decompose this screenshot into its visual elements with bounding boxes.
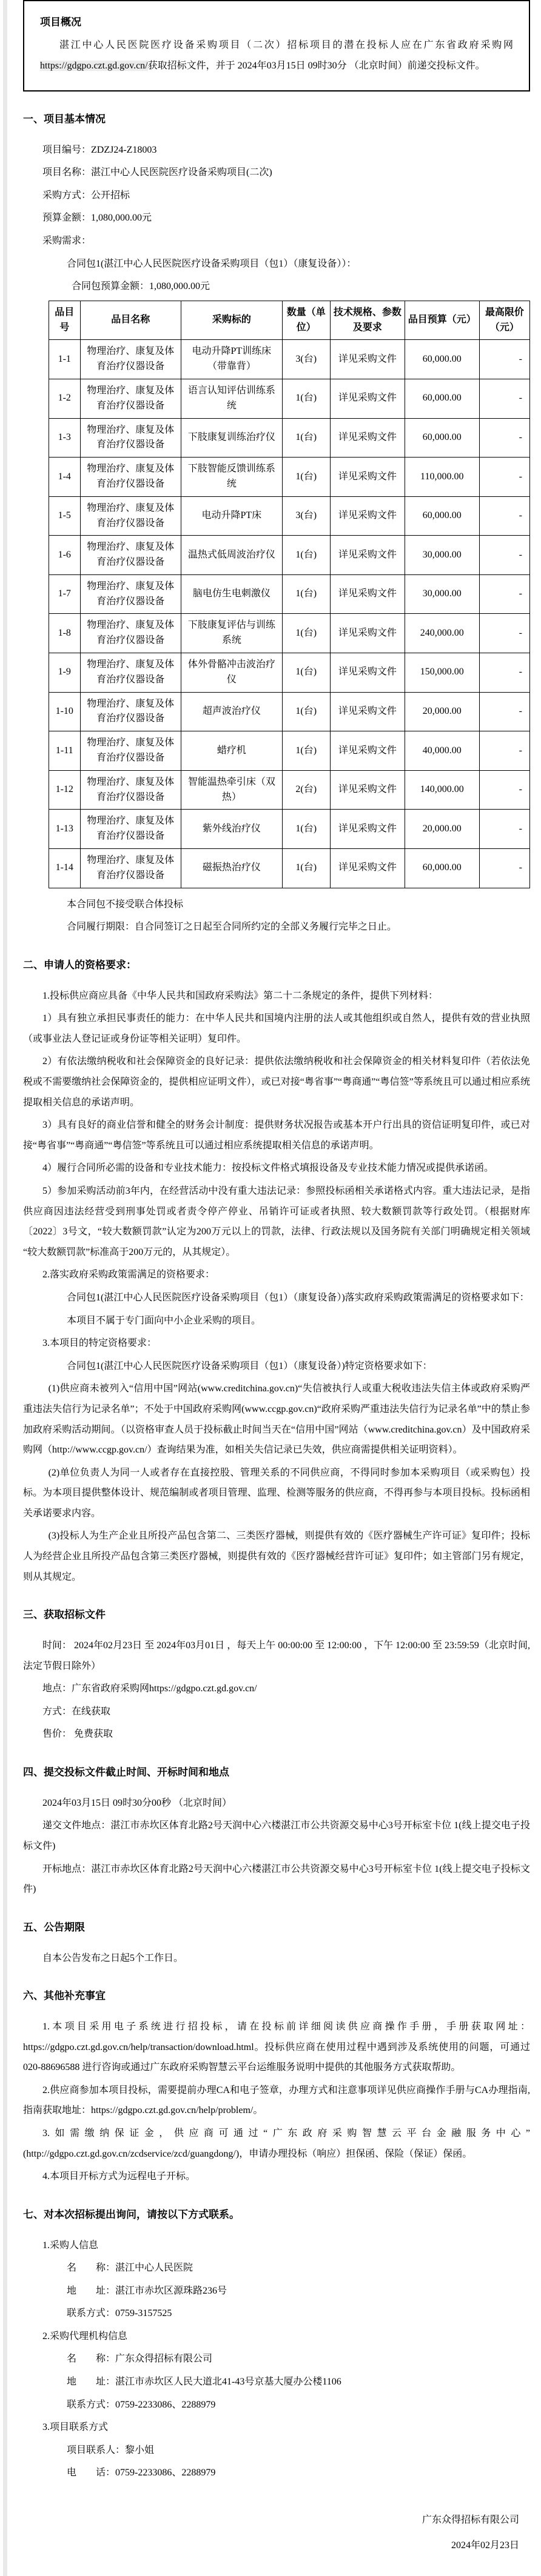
cell-item-budget: 20,000.00 xyxy=(405,692,479,731)
cell-quantity: 1(台) xyxy=(282,418,330,458)
paragraph: 4）履行合同所必需的设备和专业技术能力：按投标文件格式填报设备及专业技术能力情况或提供承诺函。 xyxy=(42,1163,494,1174)
header-procurement-target: 采购标的 xyxy=(181,301,283,340)
paragraph: 1）具有独立承担民事责任的能力：在中华人民共和国境内注册的法人或其他组织或自然人，提供有效的营业执照（或事业法人登记证或身份证等相关证明）复印件。 xyxy=(23,1013,530,1044)
paragraph: 自本公告发布之日起5个工作日。 xyxy=(42,1952,184,1963)
table-row xyxy=(49,731,530,771)
cell-item-no: 1-1 xyxy=(49,340,81,379)
info-line: 项目名称：湛江中心人民医院医疗设备采购项目(二次) xyxy=(42,167,272,178)
table-row xyxy=(49,418,530,458)
contact-line: 名 称：湛江中心人民医院 xyxy=(67,2263,193,2274)
cell-item-name: 物理治疗、康复及体育治疗仪器设备 xyxy=(80,810,181,849)
table-row xyxy=(49,810,530,849)
paragraph: 方式：在线获取 xyxy=(42,1706,111,1717)
contact-line: 地 址：湛江市赤坎区人民大道北41-43号京基大厦办公楼1106 xyxy=(67,2377,341,2388)
contract-note-line: 合同履行期限：自合同签订之日起至合同所约定的全部义务履行完毕之日止。 xyxy=(67,922,397,933)
procurement-items-table xyxy=(49,301,530,888)
section-basic-info xyxy=(23,112,530,937)
cell-item-no: 1-11 xyxy=(49,731,81,771)
cell-item-name: 物理治疗、康复及体育治疗仪器设备 xyxy=(80,770,181,810)
cell-max-price: - xyxy=(479,574,529,614)
cell-item-budget: 60,000.00 xyxy=(405,340,479,379)
paragraph: 3.本项目的特定资格要求： xyxy=(42,1338,157,1349)
header-quantity: 数量（单位） xyxy=(282,301,330,340)
cell-max-price: - xyxy=(479,379,529,418)
info-line: 采购方式：公开招标 xyxy=(42,190,130,201)
cell-item-no: 1-6 xyxy=(49,536,81,575)
cell-item-no: 1-2 xyxy=(49,379,81,418)
paragraph: 合同包1(湛江中心人民医院医疗设备采购项目（包1）（康复设备）)落实政府采购政策需满足的资格要求如下： xyxy=(67,1292,529,1303)
info-line: 合同包1(湛江中心人民医院医疗设备采购项目（包1）（康复设备））： xyxy=(67,258,357,269)
cell-tech-spec: 详见采购文件 xyxy=(330,418,405,458)
agency-name: 广东众得招标有限公司 xyxy=(422,2515,519,2526)
paragraph: 4.本项目开标方式为远程电子开标。 xyxy=(42,2171,196,2182)
table-row xyxy=(49,770,530,810)
cell-procurement-target: 下肢康复评估与训练系统 xyxy=(181,614,283,653)
cell-item-name: 物理治疗、康复及体育治疗仪器设备 xyxy=(80,379,181,418)
cell-procurement-target: 温热式低周波治疗仪 xyxy=(181,536,283,575)
paragraph: 2.供应商参加本项目投标，需要提前办理CA和电子签章，办理方式和注意事项详见供应商操作手册与CA办理指南,指南获取地址：https://gdgpo.czt.gd.gov.cn/help/problem/。 xyxy=(23,2085,530,2116)
contact-line: 项目联系人：黎小姐 xyxy=(67,2445,155,2455)
cell-item-name: 物理治疗、康复及体育治疗仪器设备 xyxy=(80,849,181,888)
table-row xyxy=(49,849,530,888)
section6-heading: 六、其他补充事宜 xyxy=(23,1990,106,2002)
table-row xyxy=(49,496,530,536)
cell-item-budget: 40,000.00 xyxy=(405,731,479,771)
paragraph: (3)投标人为生产企业且所投产品包含第二、三类医疗器械，则提供有效的《医疗器械生产许可证》复印件；投标人为经营企业且所投产品包含第三类医疗器械，则提供有效的《医疗器械经营许可证》复印件；如主管部门另有规定，则从其规定。 xyxy=(23,1531,530,1582)
contact-line: 3.项目联系方式 xyxy=(42,2422,109,2433)
section7-heading: 七、对本次招标提出询问，请按以下方式联系。 xyxy=(23,2208,240,2220)
cell-item-budget: 30,000.00 xyxy=(405,536,479,575)
info-line: 采购需求： xyxy=(42,235,92,246)
cell-tech-spec: 详见采购文件 xyxy=(330,340,405,379)
cell-quantity: 1(台) xyxy=(282,849,330,888)
cell-item-budget: 60,000.00 xyxy=(405,418,479,458)
paragraph: 合同包1(湛江中心人民医院医疗设备采购项目（包1）（康复设备）)特定资格要求如下： xyxy=(67,1360,432,1371)
cell-procurement-target: 语言认知评估训练系统 xyxy=(181,379,283,418)
procurement-site-url: https://gdgpo.czt.gd.gov.cn/ xyxy=(40,61,148,72)
cell-item-no: 1-10 xyxy=(49,692,81,731)
section-contact-info xyxy=(23,2208,530,2483)
info-line: 预算金额：1,080,000.00元 xyxy=(42,213,152,224)
cell-item-name: 物理治疗、康复及体育治疗仪器设备 xyxy=(80,458,181,497)
cell-quantity: 1(台) xyxy=(282,458,330,497)
cell-item-budget: 60,000.00 xyxy=(405,496,479,536)
cell-max-price: - xyxy=(479,810,529,849)
cell-tech-spec: 详见采购文件 xyxy=(330,379,405,418)
section1-heading: 一、项目基本情况 xyxy=(23,113,106,125)
cell-item-no: 1-13 xyxy=(49,810,81,849)
cell-item-budget: 240,000.00 xyxy=(405,614,479,653)
cell-item-name: 物理治疗、康复及体育治疗仪器设备 xyxy=(80,574,181,614)
cell-item-no: 1-14 xyxy=(49,849,81,888)
publish-date: 2024年02月23日 xyxy=(451,2540,519,2551)
overview-text-before-url: 湛江中心人民医院医疗设备采购项目（二次）招标项目的潜在投标人应在广东省政府采购网 xyxy=(59,40,513,50)
cell-quantity: 1(台) xyxy=(282,379,330,418)
cell-quantity: 1(台) xyxy=(282,536,330,575)
cell-item-budget: 60,000.00 xyxy=(405,379,479,418)
cell-procurement-target: 脑电仿生电刺激仪 xyxy=(181,574,283,614)
overview-paragraph xyxy=(40,35,513,77)
paragraph: 售价： 免费获取 xyxy=(42,1729,113,1740)
paragraph: 2.落实政府采购政策需满足的资格要求： xyxy=(42,1270,215,1280)
cell-item-no: 1-3 xyxy=(49,418,81,458)
cell-procurement-target: 蜡疗机 xyxy=(181,731,283,771)
header-item-budget: 品目预算（元） xyxy=(405,301,479,340)
cell-max-price: - xyxy=(479,692,529,731)
cell-max-price: - xyxy=(479,458,529,497)
overview-heading: 项目概况 xyxy=(40,16,81,28)
cell-item-budget: 110,000.00 xyxy=(405,458,479,497)
cell-tech-spec: 详见采购文件 xyxy=(330,770,405,810)
cell-procurement-target: 体外骨骼冲击波治疗仪 xyxy=(181,653,283,693)
cell-quantity: 1(台) xyxy=(282,614,330,653)
contract-note-line: 本合同包不接受联合体投标 xyxy=(67,899,184,910)
table-row xyxy=(49,536,530,575)
cell-quantity: 1(台) xyxy=(282,692,330,731)
paragraph: 本项目不属于专门面向中小企业采购的项目。 xyxy=(67,1315,261,1326)
info-line: 合同包预算金额：1,080,000.00元 xyxy=(72,281,210,292)
cell-item-no: 1-8 xyxy=(49,614,81,653)
table-row xyxy=(49,692,530,731)
info-line: 项目编号：ZDZJ24-Z18003 xyxy=(42,144,157,155)
cell-item-name: 物理治疗、康复及体育治疗仪器设备 xyxy=(80,536,181,575)
contact-line: 名 称：广东众得招标有限公司 xyxy=(67,2354,213,2365)
cell-max-price: - xyxy=(479,770,529,810)
cell-procurement-target: 下肢康复训练治疗仪 xyxy=(181,418,283,458)
cell-procurement-target: 智能温热牵引床（双热） xyxy=(181,770,283,810)
cell-tech-spec: 详见采购文件 xyxy=(330,849,405,888)
cell-tech-spec: 详见采购文件 xyxy=(330,574,405,614)
cell-item-no: 1-4 xyxy=(49,458,81,497)
section-other-matters xyxy=(23,1989,530,2187)
page-left-strip xyxy=(3,0,7,2576)
section-deadline-and-opening xyxy=(23,1765,530,1900)
table-row xyxy=(49,574,530,614)
header-item-name: 品目名称 xyxy=(80,301,181,340)
overview-text-after-url: 获取招标文件，并于 2024年03月15日 09时30分 （北京时间）前递交投标文件。 xyxy=(147,61,485,72)
paragraph: 5）参加采购活动前3年内，在经营活动中没有重大违法记录：参照投标函相关承诺格式内容。重大违法记录，是指供应商因违法经营受到刑事处罚或者责令停产停业、吊销许可证或者执照、较大数额罚款等行政处罚。（根据财库〔2022〕3号文，“较大数额罚款”认定为200万元以上的罚款，法律、行政法规以及国务院有关部门明确规定相关领域“较大数额罚款”标准高于200万元的，从其规定）。 xyxy=(23,1185,530,1257)
cell-tech-spec: 详见采购文件 xyxy=(330,731,405,771)
paragraph: 递交文件地点：湛江市赤坎区体育北路2号天润中心六楼湛江市公共资源交易中心3号开标室卡位 1(线上提交电子投标文件) xyxy=(23,1820,530,1851)
contact-line: 联系方式：0759-2233086、2288979 xyxy=(67,2399,216,2410)
cell-item-no: 1-7 xyxy=(49,574,81,614)
cell-max-price: - xyxy=(479,496,529,536)
cell-item-name: 物理治疗、康复及体育治疗仪器设备 xyxy=(80,692,181,731)
paragraph: 2）有依法缴纳税收和社会保障资金的良好记录：提供依法缴纳税收和社会保障资金的相关材料复印件（若依法免税或不需要缴纳社会保障资金的，提供相应证明文件），或已对接“粤省事”“粤商通”“粤信签”等系统且可以通过相应系统提取相关信息的承诺声明。 xyxy=(23,1056,530,1108)
cell-item-name: 物理治疗、康复及体育治疗仪器设备 xyxy=(80,496,181,536)
cell-procurement-target: 超声波治疗仪 xyxy=(181,692,283,731)
cell-procurement-target: 紫外线治疗仪 xyxy=(181,810,283,849)
paragraph: (1)供应商未被列入“信用中国”网站(www.creditchina.gov.cn)“失信被执行人或重大税收违法失信主体或政府采购严重违法失信行为记录名单”；不处于中国政府采购网(www.ccgp.gov.cn)“政府采购严重违法失信行为记录名单”中的禁止参加政府采购活动期间。（以资格审查人员于投标截止时间当天在“信用中国”网站（www.creditchina.gov.cn）及中国政府采购网（http://www.ccgp.gov.cn/）查询结果为准，如相关失信记录已失效，供应商需提供相关证明资料）。 xyxy=(23,1383,530,1456)
cell-max-price: - xyxy=(479,418,529,458)
cell-item-name: 物理治疗、康复及体育治疗仪器设备 xyxy=(80,340,181,379)
table-row xyxy=(49,614,530,653)
cell-max-price: - xyxy=(479,340,529,379)
cell-tech-spec: 详见采购文件 xyxy=(330,458,405,497)
table-row xyxy=(49,340,530,379)
signature-block xyxy=(23,2508,530,2558)
cell-max-price: - xyxy=(479,731,529,771)
cell-item-no: 1-5 xyxy=(49,496,81,536)
header-tech-spec: 技术规格、参数及要求 xyxy=(330,301,405,340)
contact-line: 联系方式：0759-3157525 xyxy=(67,2308,172,2319)
cell-item-name: 物理治疗、康复及体育治疗仪器设备 xyxy=(80,731,181,771)
header-max-price: 最高限价（元） xyxy=(479,301,529,340)
table-row xyxy=(49,653,530,693)
table-header-row xyxy=(49,301,530,340)
cell-item-no: 1-12 xyxy=(49,770,81,810)
cell-tech-spec: 详见采购文件 xyxy=(330,496,405,536)
project-overview-box xyxy=(23,0,530,92)
cell-max-price: - xyxy=(479,849,529,888)
cell-item-budget: 20,000.00 xyxy=(405,810,479,849)
cell-tech-spec: 详见采购文件 xyxy=(330,536,405,575)
paragraph: 开标地点：湛江市赤坎区体育北路2号天润中心六楼湛江市公共资源交易中心3号开标室卡位 1(线上提交电子投标文件) xyxy=(23,1863,530,1895)
cell-quantity: 2(台) xyxy=(282,770,330,810)
paragraph: 3）具有良好的商业信誉和健全的财务会计制度：提供财务状况报告或基本开户行出具的资信证明复印件，或已对接“粤省事”“粤商通”“粤信签”等系统且可以通过相应系统提取相关信息的承诺声明。 xyxy=(23,1120,530,1151)
paragraph: 时间： 2024年02月23日 至 2024年03月01日 ，每天上午 00:00:00 至 12:00:00 ，下午 12:00:00 至 23:59:59（北京时间,法定节假日除外） xyxy=(23,1640,530,1671)
section-announcement-period xyxy=(23,1920,530,1968)
document-body xyxy=(23,0,530,2576)
contact-line: 电 话：0759-2233086、2288979 xyxy=(67,2468,216,2478)
cell-item-name: 物理治疗、康复及体育治疗仪器设备 xyxy=(80,614,181,653)
table-row xyxy=(49,379,530,418)
table-row xyxy=(49,458,530,497)
cell-quantity: 1(台) xyxy=(282,731,330,771)
section-qualification-requirements xyxy=(23,958,530,1587)
paragraph: (2)单位负责人为同一人或者存在直接控股、管理关系的不同供应商，不得同时参加本采购项目（或采购包）投标。为本项目提供整体设计、规范编制或者项目管理、监理、检测等服务的供应商，不得再参与本项目投标。投标函相关承诺要求内容。 xyxy=(23,1467,530,1519)
cell-procurement-target: 电动升降PT训练床（带靠背） xyxy=(181,340,283,379)
cell-procurement-target: 磁振热治疗仪 xyxy=(181,849,283,888)
cell-quantity: 1(台) xyxy=(282,574,330,614)
cell-quantity: 1(台) xyxy=(282,653,330,693)
paragraph: 3.如需缴纳保证金，供应商可通过“广东政府采购智慧云平台金融服务中心”(http://gdgpo.czt.gd.gov.cn/zcdservice/zcd/guangdong/)，申请办理投标（响应）担保函、保险（保证）保函。 xyxy=(23,2128,530,2159)
cell-max-price: - xyxy=(479,653,529,693)
cell-item-budget: 150,000.00 xyxy=(405,653,479,693)
section5-heading: 五、公告期限 xyxy=(23,1921,85,1933)
cell-quantity: 3(台) xyxy=(282,496,330,536)
cell-procurement-target: 电动升降PT床 xyxy=(181,496,283,536)
cell-tech-spec: 详见采购文件 xyxy=(330,692,405,731)
cell-max-price: - xyxy=(479,614,529,653)
cell-item-no: 1-9 xyxy=(49,653,81,693)
cell-item-budget: 30,000.00 xyxy=(405,574,479,614)
section2-heading: 二、申请人的资格要求： xyxy=(23,959,136,971)
header-item-no: 品目号 xyxy=(49,301,81,340)
cell-quantity: 3(台) xyxy=(282,340,330,379)
contact-line: 地 址：湛江市赤坎区源珠路236号 xyxy=(67,2285,227,2296)
cell-tech-spec: 详见采购文件 xyxy=(330,614,405,653)
contact-line: 1.采购人信息 xyxy=(42,2240,99,2251)
cell-item-budget: 140,000.00 xyxy=(405,770,479,810)
paragraph: 1.本项目采用电子系统进行招投标，请在投标前详细阅读供应商操作手册，手册获取网址：https://gdgpo.czt.gd.gov.cn/help/transaction/download.html。投标供应商在使用过程中遇到涉及系统使用的问题，可通过020-88696588 进行咨询或通过广东政府采购智慧云平台运维服务说明中提供的其他服务方式获取帮助。 xyxy=(23,2021,530,2073)
cell-max-price: - xyxy=(479,536,529,575)
cell-item-name: 物理治疗、康复及体育治疗仪器设备 xyxy=(80,418,181,458)
cell-quantity: 1(台) xyxy=(282,810,330,849)
paragraph: 地点：广东省政府采购网https://gdgpo.czt.gd.gov.cn/ xyxy=(42,1683,257,1694)
section4-heading: 四、提交投标文件截止时间、开标时间和地点 xyxy=(23,1766,229,1779)
paragraph: 2024年03月15日 09时30分00秒 （北京时间） xyxy=(42,1797,232,1808)
cell-item-budget: 60,000.00 xyxy=(405,849,479,888)
section-obtain-documents xyxy=(23,1608,530,1745)
section3-heading: 三、获取招标文件 xyxy=(23,1609,106,1621)
contact-line: 2.采购代理机构信息 xyxy=(42,2331,128,2341)
cell-tech-spec: 详见采购文件 xyxy=(330,810,405,849)
cell-item-name: 物理治疗、康复及体育治疗仪器设备 xyxy=(80,653,181,693)
cell-procurement-target: 下肢智能反馈训练系统 xyxy=(181,458,283,497)
cell-tech-spec: 详见采购文件 xyxy=(330,653,405,693)
paragraph: 1.投标供应商应具备《中华人民共和国政府采购法》第二十二条规定的条件，提供下列材料： xyxy=(42,990,439,1001)
